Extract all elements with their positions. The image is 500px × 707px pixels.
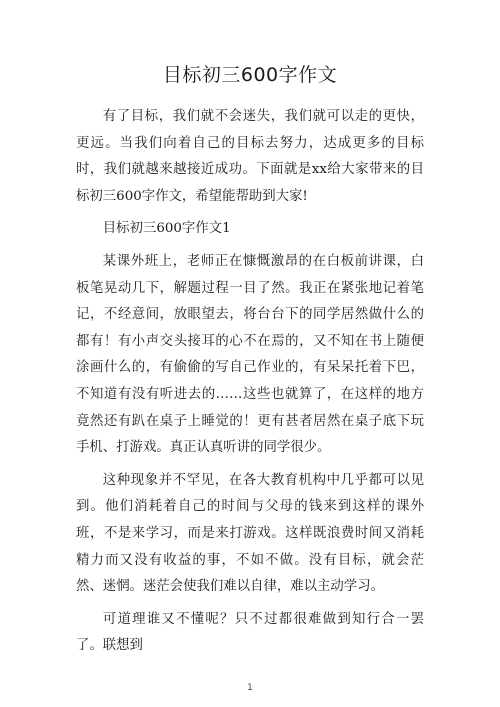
page-number: 1 bbox=[247, 683, 253, 693]
document-body bbox=[76, 104, 424, 666]
section-heading: 目标初三600字作文1 bbox=[102, 221, 231, 237]
document-title: 目标初三600字作文 bbox=[162, 64, 338, 86]
body-paragraph: 可道理谁又不懂呢？只不过都很难做到知行合一罢了。联想到 bbox=[76, 611, 424, 654]
body-paragraph: 某课外班上，老师正在慷慨激昂的在白板前讲课，白板笔晃动几下，解题过程一目了然。我正在紧张地记着笔记，不经意间，放眼望去，将台台下的同学居然做什么的都有！有小声交头接耳的心不在焉的，又不知在书上随便涂画什么的，有偷偷的写自己作业的，有呆呆托着下巴，不知道有没有听进去的……这些也就算了，在这样的地方竟然还有趴在桌子上睡觉的！更有甚者居然在桌子底下玩手机、打游戏。真正认真听讲的同学很少。 bbox=[76, 253, 424, 456]
intro-paragraph: 有了目标，我们就不会迷失，我们就可以走的更快，更远。当我们向着自己的目标去努力，达成更多的目标时，我们就越来越接近成功。下面就是xx给大家带来的目标初三600字作文，希望能帮助到大家! bbox=[76, 109, 424, 204]
body-paragraph: 这种现象并不罕见，在各大教育机构中几乎都可以见到。他们消耗着自己的时间与父母的钱来到这样的课外班，不是来学习，而是来打游戏。这样既浪费时间又消耗精力而又没有收益的事，不如不做。没有目标，就会茫然、迷惘。迷茫会使我们难以自律，难以主动学习。 bbox=[76, 472, 424, 595]
